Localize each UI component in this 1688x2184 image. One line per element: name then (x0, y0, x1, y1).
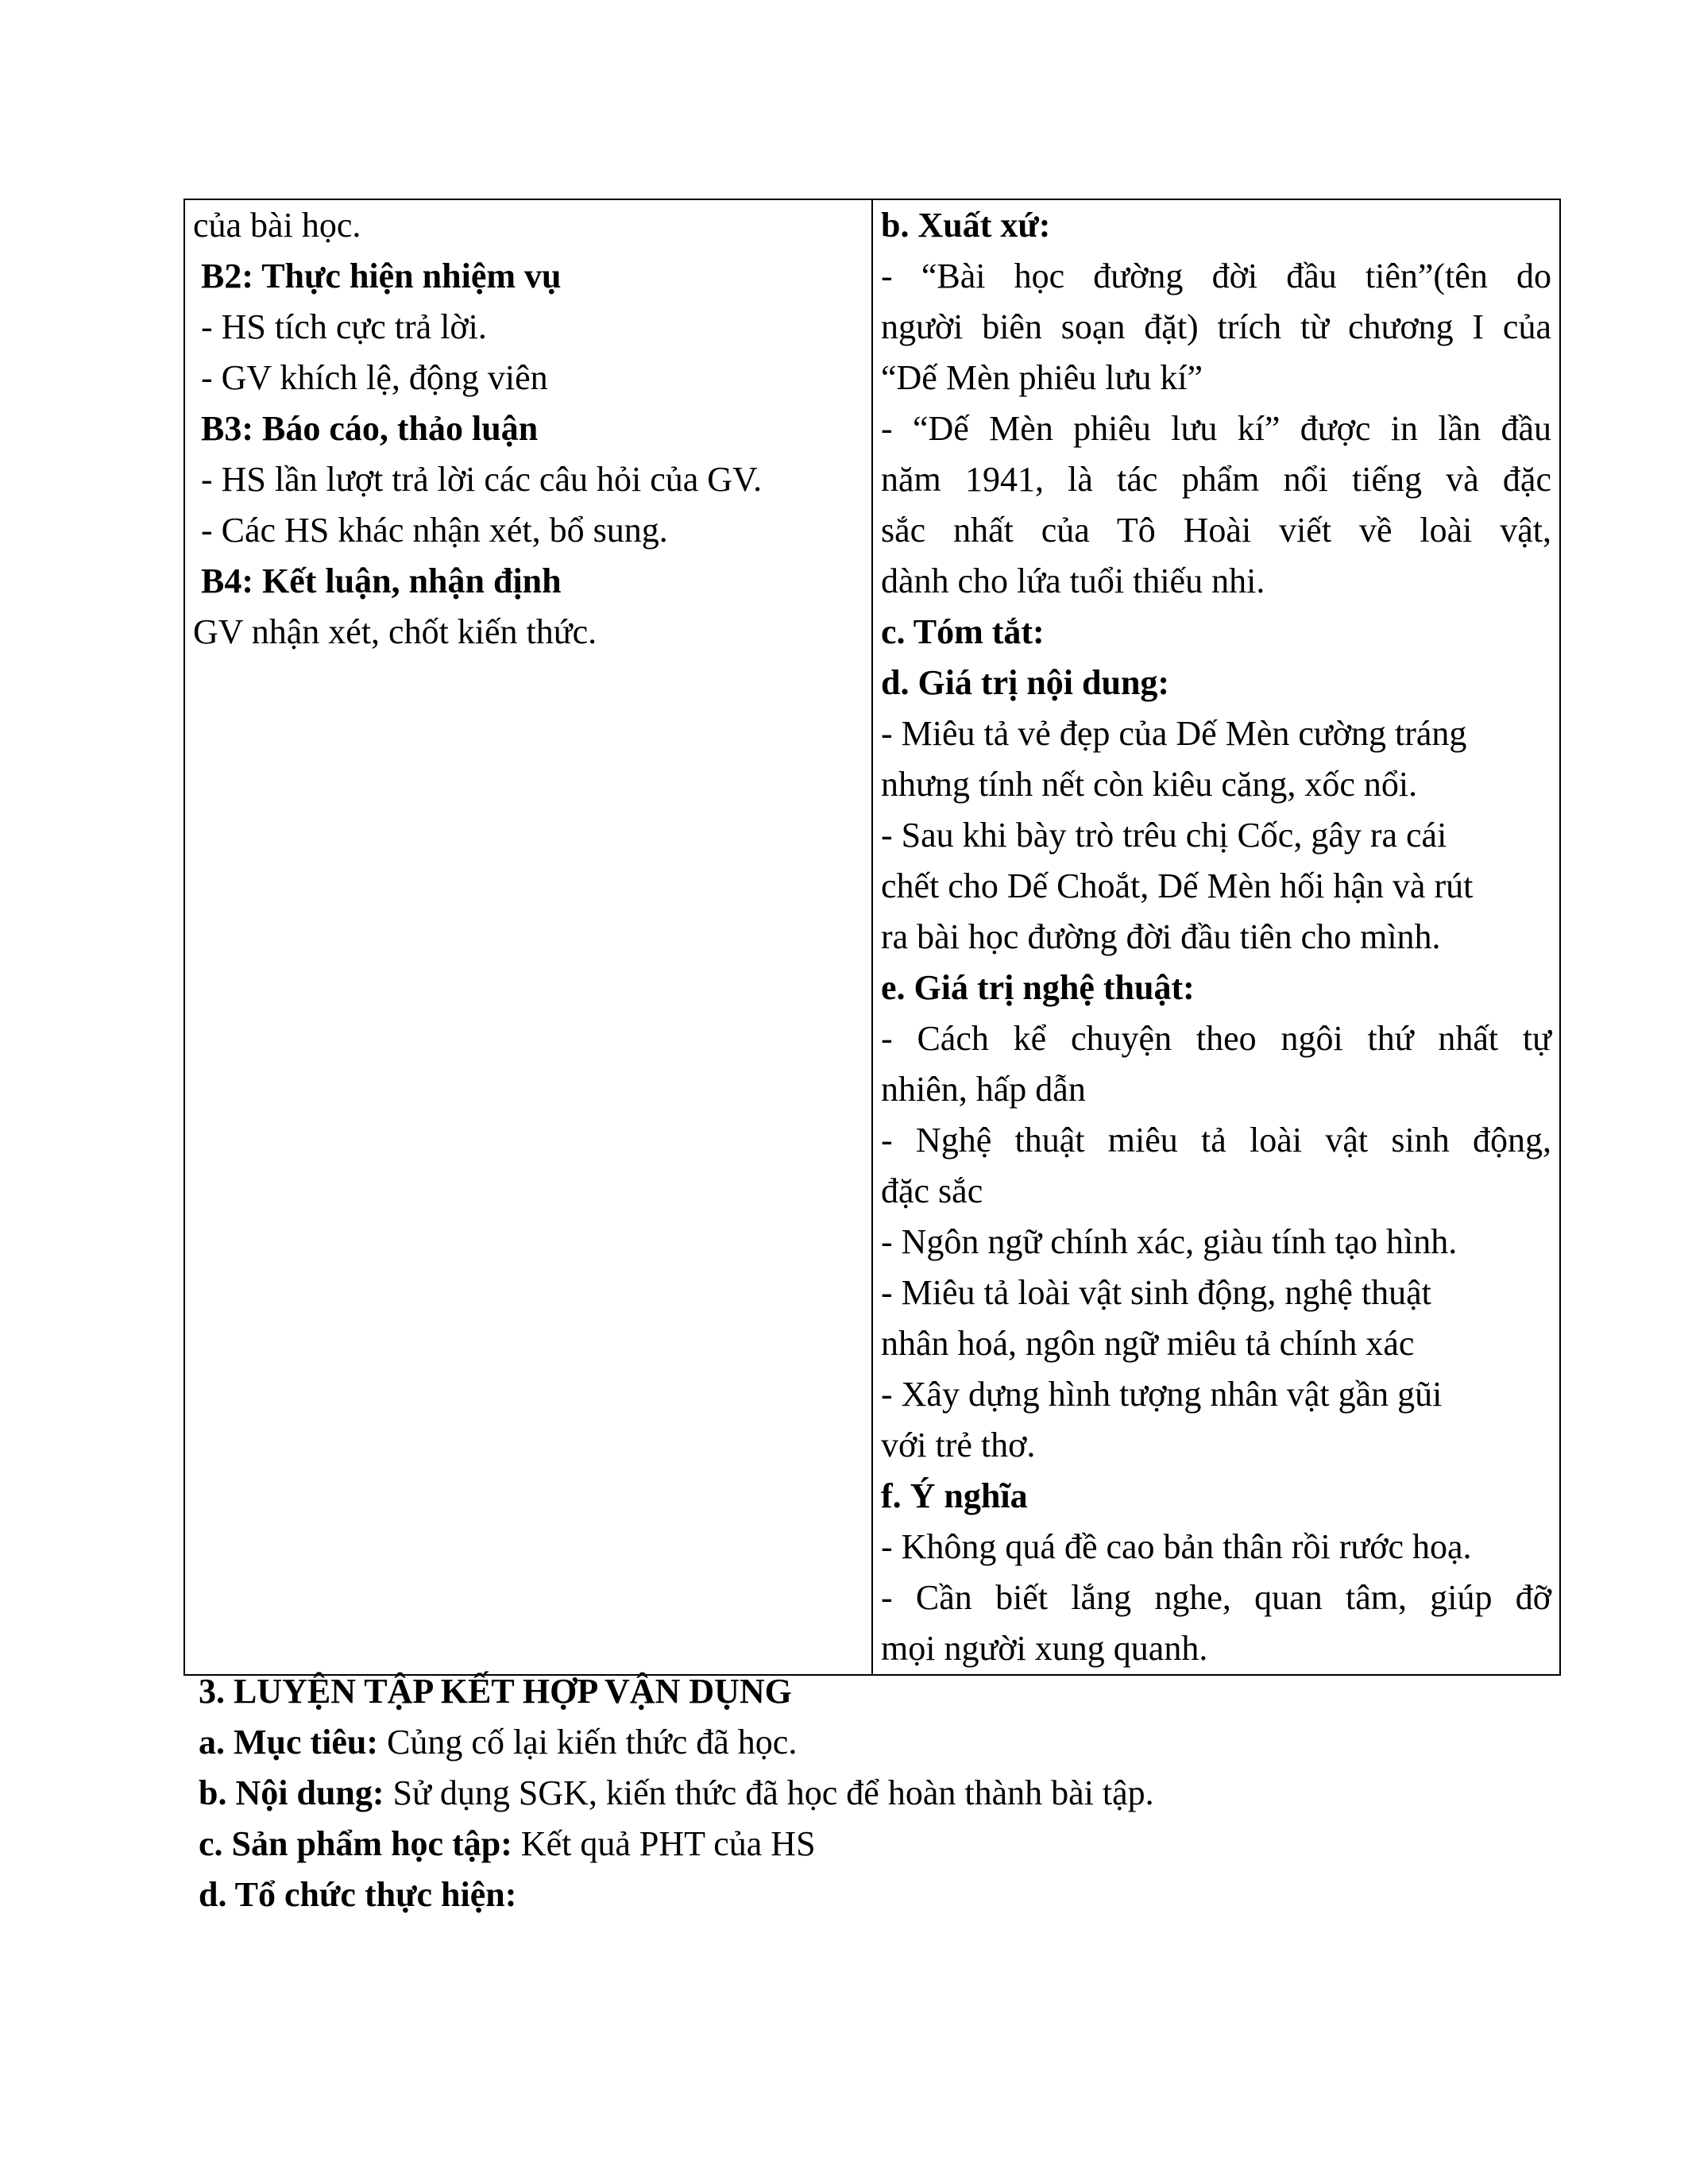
step-heading: B3: Báo cáo, thảo luận (201, 409, 539, 448)
step-heading: B4: Kết luận, nhận định (201, 561, 562, 600)
right-line: dành cho lứa tuổi thiếu nhi. (881, 561, 1265, 600)
section-heading: 3. LUYỆN TẬP KẾT HỢP VẬN DỤNG (199, 1672, 792, 1711)
section-item-label: b. Nội dung: (199, 1773, 384, 1812)
right-line: - Ngôn ngữ chính xác, giàu tính tạo hình. (881, 1222, 1458, 1261)
subheading: f. Ý nghĩa (881, 1476, 1028, 1515)
section-item-label: d. Tổ chức thực hiện: (199, 1875, 517, 1914)
right-line: với trẻ thơ. (881, 1426, 1036, 1464)
subheading: e. Giá trị nghệ thuật: (881, 968, 1195, 1007)
section-item (199, 1717, 1549, 1768)
right-line: năm 1941, là tác phẩm nổi tiếng và đặc (881, 460, 1551, 499)
right-line: - Miêu tả loài vật sinh động, nghệ thuật (881, 1273, 1431, 1312)
right-line: - Sau khi bày trò trêu chị Cốc, gây ra cái (881, 816, 1447, 855)
right-line: chết cho Dế Choắt, Dế Mèn hối hận và rút (881, 866, 1474, 905)
practice-section (199, 1666, 1549, 1920)
right-line: - “Bài học đường đời đầu tiên”(tên do (881, 257, 1551, 295)
subheading: d. Giá trị nội dung: (881, 663, 1170, 702)
left-line: - HS tích cực trả lời. (201, 307, 487, 346)
right-line: ra bài học đường đời đầu tiên cho mình. (881, 917, 1441, 956)
section-item-label: a. Mục tiêu: (199, 1723, 379, 1761)
left-line: - Các HS khác nhận xét, bổ sung. (201, 511, 668, 550)
right-line: - “Dế Mèn phiêu lưu kí” được in lần đầu (881, 409, 1551, 448)
section-item (199, 1768, 1549, 1819)
right-line: - Không quá đề cao bản thân rồi rước hoạ. (881, 1527, 1472, 1566)
left-line: GV nhận xét, chốt kiến thức. (193, 612, 597, 651)
subheading: c. Tóm tắt: (881, 612, 1045, 651)
left-line: - HS lần lượt trả lời các câu hỏi của GV. (201, 460, 763, 499)
right-line: nhân hoá, ngôn ngữ miêu tả chính xác (881, 1324, 1415, 1363)
right-line: - Nghệ thuật miêu tả loài vật sinh động, (881, 1121, 1551, 1160)
right-line: - Cách kể chuyện theo ngôi thứ nhất tự (881, 1019, 1551, 1058)
right-line: - Cần biết lắng nghe, quan tâm, giúp đỡ (881, 1578, 1551, 1617)
section-item (199, 1819, 1549, 1870)
right-line: người biên soạn đặt) trích từ chương I của (881, 307, 1551, 346)
right-line: mọi người xung quanh. (881, 1629, 1208, 1668)
right-line: “Dế Mèn phiêu lưu kí” (881, 358, 1203, 397)
right-line: - Xây dựng hình tượng nhân vật gần gũi (881, 1375, 1443, 1414)
section-item-text: Sử dụng SGK, kiến thức đã học để hoàn thành bài tập. (384, 1773, 1154, 1812)
step-heading: B2: Thực hiện nhiệm vụ (201, 257, 562, 295)
section-item-label: c. Sản phẩm học tập: (199, 1824, 512, 1863)
content-column (872, 199, 1560, 1675)
activity-column (184, 199, 872, 1675)
right-line: đặc sắc (881, 1171, 983, 1210)
left-line: - GV khích lệ, động viên (201, 358, 548, 397)
section-item-text: Kết quả PHT của HS (512, 1824, 816, 1863)
lesson-table (183, 199, 1561, 1676)
left-line: của bài học. (193, 206, 361, 245)
right-line: sắc nhất của Tô Hoài viết về loài vật, (881, 511, 1551, 550)
right-line: nhiên, hấp dẫn (881, 1070, 1086, 1109)
table-row (184, 199, 1560, 1675)
right-line: nhưng tính nết còn kiêu căng, xốc nổi. (881, 765, 1418, 804)
section-item-text: Củng cố lại kiến thức đã học. (378, 1723, 798, 1761)
right-line: - Miêu tả vẻ đẹp của Dế Mèn cường tráng (881, 714, 1467, 753)
section-item (199, 1870, 1549, 1920)
subheading: b. Xuất xứ: (881, 206, 1051, 245)
